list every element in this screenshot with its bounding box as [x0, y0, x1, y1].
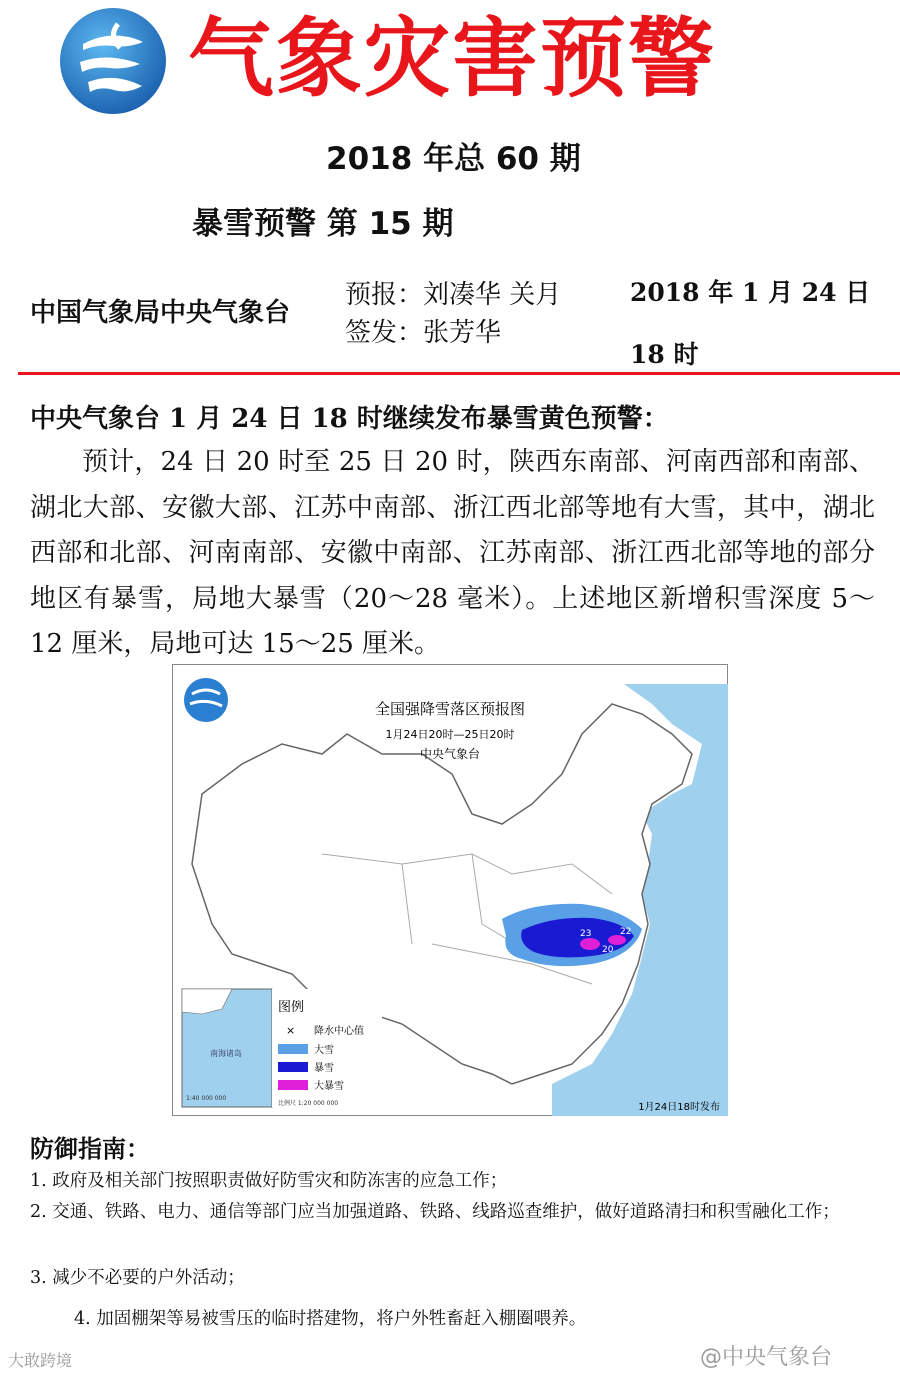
guide-title: 防御指南：: [30, 1134, 150, 1163]
notice-body: 预计，24 日 20 时至 25 日 20 时，陕西东南部、河南西部和南部、湖北大部、安徽大部、江苏中南部、浙江西北部等地有大雪，其中，湖北西部和北部、河南南部、安徽中南部、江苏南部、浙江西北部等地的部分地区有暴雪，局地大暴雪（20～28 毫米）。上述地区新增积雪深度 5～12 厘米，局地可达 15～25 厘米。: [30, 447, 875, 659]
issuing-agency: 中国气象局中央气象台: [30, 298, 291, 328]
legend-item: 降水中心值: [314, 1026, 364, 1037]
center-value: 22: [620, 927, 632, 937]
issue-datetime: 2018 年 1 月 24 日 18 时: [630, 278, 871, 369]
cma-logo: [58, 6, 168, 116]
snowfall-forecast-map: [172, 664, 728, 1116]
issue-number: 2018 年总 60 期: [326, 141, 581, 177]
legend-swatch-blizzard: [278, 1062, 308, 1072]
guide-item: 4. 加固棚架等易被雪压的临时搭建物，将户外牲畜赶入棚圈喂养。: [74, 1309, 587, 1329]
extreme-snow-area: [580, 938, 600, 950]
inset-scale: 1:40 000 000: [186, 1095, 227, 1102]
signoff: 签发：张芳华: [345, 318, 502, 348]
warning-issue: 暴雪预警 第 15 期: [192, 206, 454, 242]
map-title: 全国强降雪落区预报图: [374, 700, 526, 718]
legend-item: 大雪: [314, 1045, 334, 1056]
legend-cross-icon: ×: [286, 1024, 296, 1037]
guide-item: 3. 减少不必要的户外活动；: [30, 1268, 245, 1288]
watermark-left: 大敢跨境: [8, 1351, 73, 1370]
forecasters: 预报：刘凑华 关月: [345, 280, 562, 310]
map-period: 1月24日20时—25日20时: [385, 728, 515, 741]
inset-label: 南海诸岛: [210, 1049, 242, 1058]
document-title: 气象灾害预警: [188, 8, 716, 109]
map-release: 1月24日18时发布: [638, 1102, 720, 1113]
guide-item: 2. 交通、铁路、电力、通信等部门应当加强道路、铁路、线路巡查维护，做好道路清扫和积雪融化工作；: [30, 1202, 840, 1222]
center-value: 23: [580, 929, 592, 939]
guide-item: 1. 政府及相关部门按照职责做好防雪灾和防冻害的应急工作；: [30, 1171, 508, 1191]
map-scale: 比例尺 1:20 000 000: [278, 1100, 339, 1107]
legend-title: 图例: [278, 1000, 305, 1015]
notice-headline: 中央气象台 1 月 24 日 18 时继续发布暴雪黄色预警：: [30, 404, 669, 434]
map-issuer: 中央气象台: [419, 747, 481, 761]
legend-item: 大暴雪: [314, 1081, 344, 1092]
legend-swatch-heavy: [278, 1044, 308, 1054]
legend-swatch-extreme: [278, 1080, 308, 1090]
header-divider: [18, 372, 900, 375]
center-value: 20: [602, 945, 614, 955]
legend-item: 暴雪: [314, 1063, 334, 1074]
watermark-right: @中央气象台: [700, 1345, 833, 1370]
